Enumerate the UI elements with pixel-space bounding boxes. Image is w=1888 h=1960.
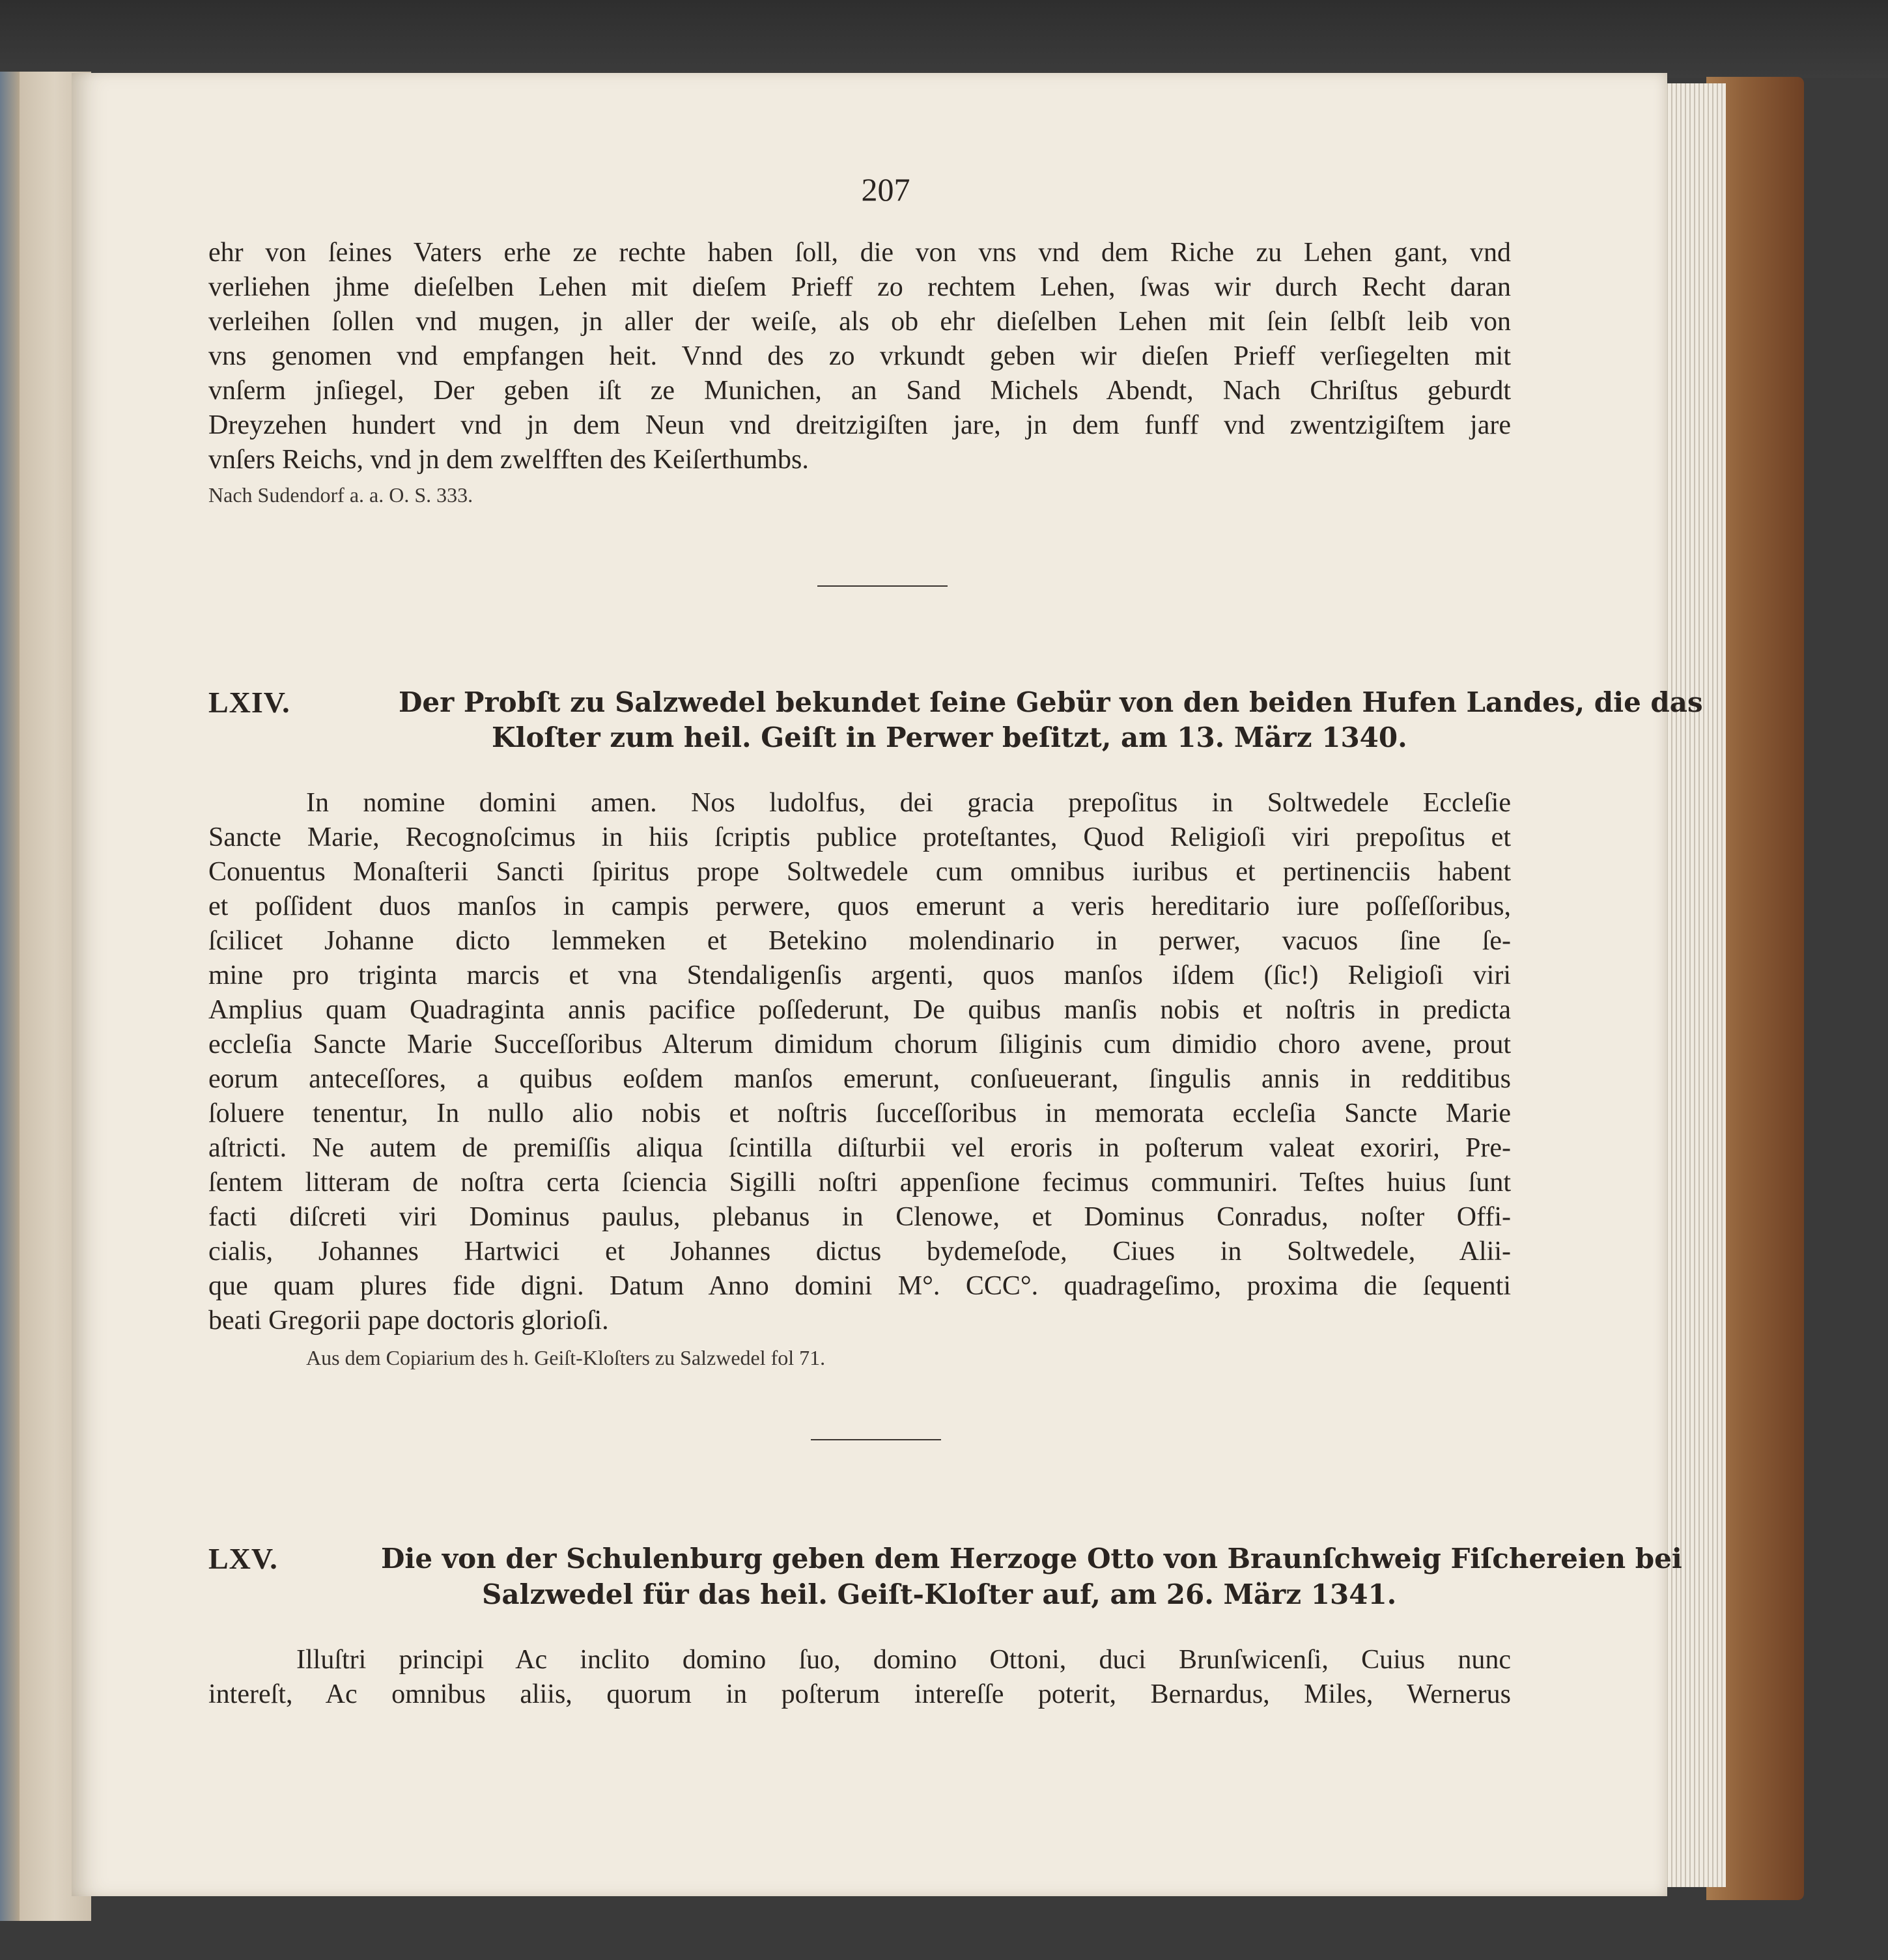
section-title: Der Probſt zu Salzwedel bekundet ſeine Gebür von den beiden Hufen Landes, die das bbox=[399, 686, 1703, 718]
source-citation: Aus dem Copiarium des h. Geiſt-Kloſters zu Salzwedel fol 71. bbox=[306, 1346, 826, 1369]
section-divider bbox=[817, 585, 948, 587]
text-line: eorum anteceſſores, a quibus eoſdem manſos emerunt, conſueuerant, ſingulis annis in redditibus bbox=[208, 1064, 1511, 1094]
text-line: verleihen ſollen vnd mugen, jn aller der weiſe, als ob ehr dieſelben Lehen mit ſein ſelbſt leib von bbox=[208, 307, 1511, 337]
book-page bbox=[72, 73, 1703, 1896]
facing-page-margin bbox=[0, 72, 20, 1921]
text-line: vns genomen vnd empfangen heit. Vnnd des zo vrkundt geben wir dieſen Prieff verſiegelten mit bbox=[208, 341, 1511, 371]
text-line: Sancte Marie, Recognoſcimus in hiis ſcriptis publice proteſtantes, Quod Religioſi viri prepoſitus et bbox=[208, 822, 1511, 852]
text-line: ſcilicet Johanne dicto lemmeken et Betekino molendinario in perwer, vacuos ſine ſe- bbox=[208, 926, 1511, 956]
section-title: Salzwedel für das heil. Geiſt-Kloſter auf, am 26. März 1341. bbox=[482, 1578, 1397, 1610]
page-number: 207 bbox=[861, 171, 910, 208]
text-line: aſtricti. Ne autem de premiſſis aliqua ſcintilla diſturbii vel eroris in poſterum valeat exoriri, Pre- bbox=[208, 1133, 1511, 1163]
section-title: Die von der Schulenburg geben dem Herzoge Otto von Braunſchweig Fiſchereien bei bbox=[381, 1543, 1682, 1575]
text-line: cialis, Johannes Hartwici et Johannes dictus bydemeſode, Ciues in Soltwedele, Alii- bbox=[208, 1237, 1511, 1267]
text-line: ehr von ſeines Vaters erhe ze rechte haben ſoll, die von vns vnd dem Riche zu Lehen gant, vnd bbox=[208, 238, 1511, 268]
text-line: verliehen jhme dieſelben Lehen mit dieſem Prieff zo rechtem Lehen, ſwas wir durch Recht daran bbox=[208, 272, 1511, 302]
section-number: LXV. bbox=[208, 1542, 278, 1575]
text-line: mine pro triginta marcis et vna Stendaligenſis argenti, quos manſos iſdem (ſic!) Religioſi viri bbox=[208, 960, 1511, 990]
text-line: facti diſcreti viri Dominus paulus, plebanus in Clenowe, et Dominus Conradus, noſter Offi- bbox=[208, 1202, 1511, 1232]
section-divider bbox=[811, 1439, 941, 1440]
dark-background bbox=[0, 0, 1888, 78]
text-line: vnſers Reichs, vnd jn dem zwelfften des Keiſerthumbs. bbox=[208, 445, 809, 475]
section-number: LXIV. bbox=[208, 686, 290, 719]
text-line: Illuſtri principi Ac inclito domino ſuo, domino Ottoni, duci Brunſwicenſi, Cuius nunc bbox=[296, 1645, 1511, 1675]
text-line: In nomine domini amen. Nos ludolfus, dei gracia prepoſitus in Soltwedele Eccleſie bbox=[306, 788, 1511, 818]
text-line: Conuentus Monaſterii Sancti ſpiritus prope Soltwedele cum omnibus iuribus et pertinenciis habent bbox=[208, 857, 1511, 887]
text-line: que quam plures fide digni. Datum Anno domini M°. CCC°. quadrageſimo, proxima die ſequenti bbox=[208, 1271, 1511, 1301]
text-line: ſentem litteram de noſtra certa ſciencia Sigilli noſtri appenſione fecimus communiri. Teſtes huius ſunt bbox=[208, 1168, 1511, 1197]
text-line: eccleſia Sancte Marie Succeſſoribus Alterum dimidum chorum ſiliginis cum dimidio choro avene, prout bbox=[208, 1029, 1511, 1059]
text-line: Dreyzehen hundert vnd jn dem Neun vnd dreitzigiſten jare, jn dem funff vnd zwentzigiſtem jare bbox=[208, 410, 1511, 440]
text-line: Amplius quam Quadraginta annis pacifice poſſederunt, De quibus manſis nobis et noſtris in predicta bbox=[208, 995, 1511, 1025]
source-citation: Nach Sudendorf a. a. O. S. 333. bbox=[208, 483, 473, 507]
text-line: et poſſident duos manſos in campis perwere, quos emerunt a veris hereditario iure poſſeſſoribus, bbox=[208, 891, 1511, 921]
section-title: Kloſter zum heil. Geiſt in Perwer beſitzt, am 13. März 1340. bbox=[492, 721, 1407, 753]
text-line: beati Gregorii pape doctoris glorioſi. bbox=[208, 1306, 609, 1336]
text-line: intereſt, Ac omnibus aliis, quorum in poſterum intereſſe poterit, Bernardus, Miles, Wernerus bbox=[208, 1679, 1511, 1709]
text-line: ſoluere tenentur, In nullo alio nobis et noſtris ſucceſſoribus in memorata eccleſia Sancte Marie bbox=[208, 1099, 1511, 1128]
text-line: vnſerm jnſiegel, Der geben iſt ze Munichen, an Sand Michels Abendt, Nach Chriſtus geburdt bbox=[208, 376, 1511, 406]
